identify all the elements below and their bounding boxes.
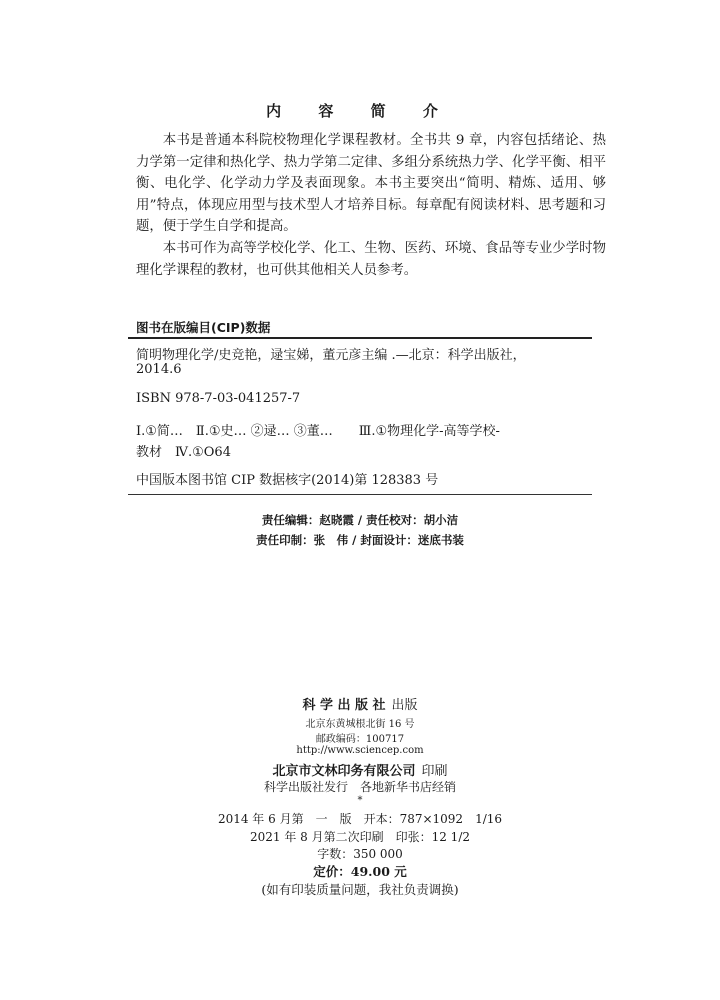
publisher-postcode: 邮政编码：100717 — [315, 734, 405, 745]
publisher-suffix: 出版 — [391, 698, 418, 713]
editorial-credits-line-1: 责任编辑：赵晓霞 / 责任校对：胡小洁 — [261, 513, 459, 527]
intro-paragraph-1: 本书是普通本科院校物理化学课程教材。全书共 9 章，内容包括绪论、热力学第一定律和热化学、热力学第二定律、多组分系统热力学、化学平衡、相平衡、电化学、化学动力学及表面现象。本书主要突出“简明、精炼、适用、够用”特点，体现应用型与技术型人才培养目标。每章配有阅读材料、思考题和习题，便于学生自学和提高。 — [136, 133, 606, 235]
cip-classification-line-2: 教材 Ⅳ.①O64 — [136, 445, 231, 460]
quality-notice: (如有印装质量问题，我社负责调换) — [261, 882, 459, 897]
cip-catalog-line-2: 2014.6 — [136, 362, 182, 377]
printer-name: 北京市文林印务有限公司 — [272, 764, 416, 779]
intro-paragraph-2: 本书可作为高等学校化学、化工、生物、医药、环境、食品等专业少学时物理化学课程的教材，也可供其他相关人员参考。 — [136, 240, 606, 278]
publisher-address: 北京东黄城根北街 16 号 — [305, 719, 415, 730]
cip-record-number: 中国版本图书馆 CIP 数据核字(2014)第 128383 号 — [136, 473, 439, 488]
publisher-name: 科 学 出 版 社 — [302, 698, 386, 713]
cip-heading: 图书在版编目(CIP)数据 — [136, 320, 271, 335]
cip-isbn: ISBN 978-7-03-041257-7 — [136, 391, 301, 406]
price: 定价：49.00 元 — [313, 864, 407, 879]
printer-line — [0, 760, 720, 779]
printer-suffix: 印刷 — [421, 764, 448, 779]
cip-catalog-line-1: 简明物理化学/史竞艳，逯宝娣，董元彦主编 .—北京：科学出版社， — [136, 348, 526, 363]
cip-top-rule — [128, 337, 592, 339]
cip-classification-line-1: Ⅰ.①简… Ⅱ.①史… ②逯… ③董… Ⅲ.①物理化学-高等学校- — [136, 424, 500, 439]
distribution-line: 科学出版社发行 各地新华书店经销 — [263, 780, 456, 794]
publisher-website: http://www.sciencep.com — [296, 745, 424, 756]
word-count: 字数：350 000 — [317, 847, 403, 861]
cip-bottom-rule — [128, 494, 592, 495]
edition-line-1: 2014 年 6 月第 一 版 开本：787×1092 1/16 — [217, 812, 503, 826]
introduction-section — [136, 130, 606, 281]
page-title: 内 容 简 介 — [266, 102, 454, 120]
editorial-credits-line-2: 责任印制：张 伟 / 封面设计：迷底书装 — [256, 533, 464, 547]
edition-line-2: 2021 年 8 月第二次印刷 印张：12 1/2 — [249, 830, 470, 844]
separator-star: * — [357, 795, 363, 806]
publisher-line — [0, 694, 720, 713]
